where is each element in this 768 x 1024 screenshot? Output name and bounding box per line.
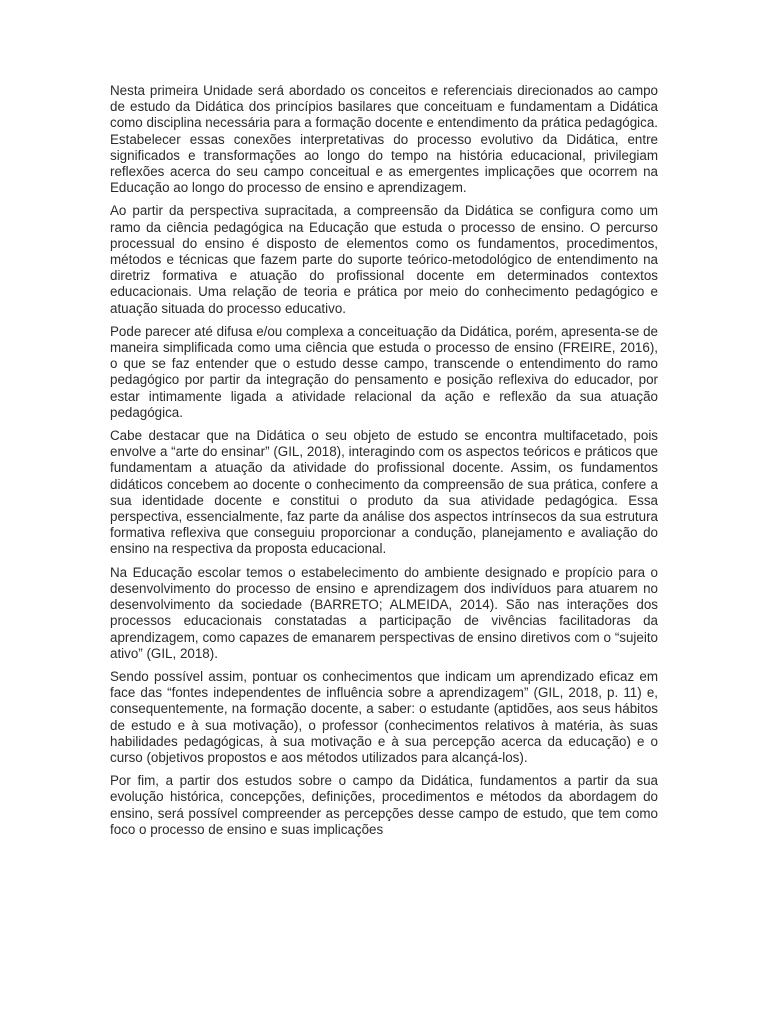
paragraph-4: Cabe destacar que na Didática o seu objeto de estudo se encontra multifacetado, pois envolve a “arte do ensinar” (GIL, 2018), interagindo com os aspectos teóricos e práticos que fundamentam a atuação da atividade do profissional docente. Assim, os fundamentos didáticos concebem ao docente o conhecimento da compreensão de sua prática, confere a sua identidade docente e constitui o produto da sua atividade pedagógica. Essa perspectiva, essencialmente, faz parte da análise dos aspectos intrínsecos da sua estrutura formativa reflexiva que conseguiu proporcionar a condução, planejamento e avaliação do ensino na respectiva da proposta educacional.	[110, 428, 658, 557]
document-page	[110, 83, 658, 845]
paragraph-5: Na Educação escolar temos o estabelecimento do ambiente designado e propício para o desenvolvimento do processo de ensino e aprendizagem dos indivíduos para atuarem no desenvolvimento da sociedade (BARRETO; ALMEIDA, 2014). São nas interações dos processos educacionais constatadas a participação de vivências facilitadoras da aprendizagem, como capazes de emanarem perspectivas de ensino diretivos com o “sujeito ativo” (GIL, 2018).	[110, 564, 658, 661]
paragraph-3: Pode parecer até difusa e/ou complexa a conceituação da Didática, porém, apresenta-se de maneira simplificada como uma ciência que estuda o processo de ensino (FREIRE, 2016), o que se faz entender que o estudo desse campo, transcende o entendimento do ramo pedagógico por partir da integração do pensamento e posição reflexiva do educador, por estar intimamente ligada a atividade relacional da ação e reflexão da sua atuação pedagógica.	[110, 323, 658, 420]
paragraph-6: Sendo possível assim, pontuar os conhecimentos que indicam um aprendizado eficaz em face das “fontes independentes de influência sobre a aprendizagem” (GIL, 2018, p. 11) e, consequentemente, na formação docente, a saber: o estudante (aptidões, aos seus hábitos de estudo e à sua motivação), o professor (conhecimentos relativos à matéria, às suas habilidades pedagógicas, à sua motivação e à sua percepção acerca da educação) e o curso (objetivos propostos e aos métodos utilizados para alcançá-los).	[110, 668, 658, 765]
paragraph-1: Nesta primeira Unidade será abordado os conceitos e referenciais direcionados ao campo de estudo da Didática dos princípios basilares que conceituam e fundamentam a Didática como disciplina necessária para a formação docente e entendimento da prática pedagógica. Estabelecer essas conexões interpretativas do processo evolutivo da Didática, entre significados e transformações ao longo do tempo na história educacional, privilegiam reflexões acerca do seu campo conceitual e as emergentes implicações que ocorrem na Educação ao longo do processo de ensino e aprendizagem.	[110, 83, 658, 196]
paragraph-7: Por fim, a partir dos estudos sobre o campo da Didática, fundamentos a partir da sua evolução histórica, concepções, definições, procedimentos e métodos da abordagem do ensino, será possível compreender as percepções desse campo de estudo, que tem como foco o processo de ensino e suas implicações	[110, 773, 658, 837]
paragraph-2: Ao partir da perspectiva supracitada, a compreensão da Didática se configura como um ramo da ciência pedagógica na Educação que estuda o processo de ensino. O percurso processual do ensino é disposto de elementos como os fundamentos, procedimentos, métodos e técnicas que fazem parte do suporte teórico-metodológico de entendimento na diretriz formativa e atuação do profissional docente em determinados contextos educacionais. Uma relação de teoria e prática por meio do conhecimento pedagógico e atuação situada do processo educativo.	[110, 203, 658, 316]
